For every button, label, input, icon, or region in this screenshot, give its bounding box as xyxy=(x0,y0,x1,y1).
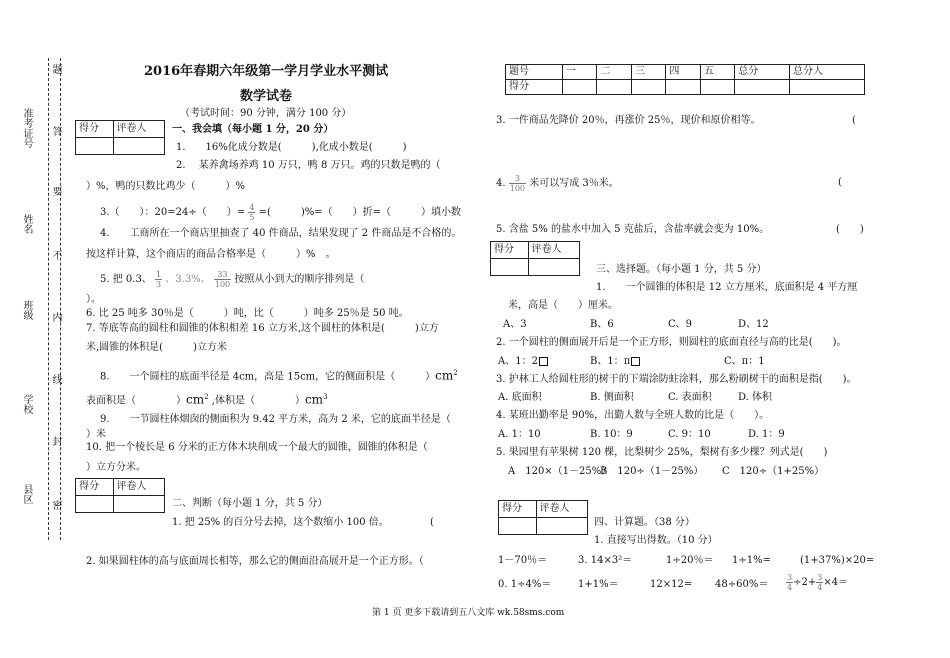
s3-q4-opt-a[interactable]: A. 1：10 xyxy=(498,429,541,440)
grader-cell[interactable] xyxy=(491,259,529,276)
calc-3: 1÷20％＝ xyxy=(666,555,714,566)
calc-9: 48÷60%＝ xyxy=(715,579,769,590)
section3-heading: 三、选择题。（每小题 1 分，共 5 分） xyxy=(596,264,767,275)
grader-score-label: 得分 xyxy=(76,479,114,496)
fraction: $\frac{3}{4}$ xyxy=(817,573,823,592)
seal-char: 内 xyxy=(50,312,61,322)
label-class: 班级 xyxy=(21,300,32,320)
s1-q5b: ）。 xyxy=(86,294,101,305)
seal-char: 答 xyxy=(50,126,61,136)
s1-q10: 10. 把一个棱长是 6 分米的正方体木块削成一个最大的圆锥，圆锥的体积是（ xyxy=(86,442,428,453)
score-cell[interactable] xyxy=(631,80,665,95)
score-header: 三 xyxy=(631,65,665,80)
s2-q1: 1. 把 25% 的百分号去掉，这个数缩小 100 倍。 xyxy=(172,517,389,528)
s3-q5: 5. 果园里有苹果树 120 棵，比梨树少 25%，梨树有多少棵？列式是( ) xyxy=(496,447,828,458)
calc-1: 1－70％＝ xyxy=(498,555,548,566)
score-cell[interactable] xyxy=(597,80,631,95)
grader-label: 评卷人 xyxy=(536,501,587,518)
calc-5: (1+37%)×20= xyxy=(800,555,875,566)
s3-q5-opt-b[interactable]: B 120÷（1－25%） xyxy=(600,466,704,477)
calc-10: $\frac{3}{4}$ ÷2+ $\frac{3}{4}$ ×4＝ xyxy=(787,573,849,592)
square-icon xyxy=(631,357,640,366)
s1-q3 xyxy=(100,203,461,222)
s3-q1-opt-b[interactable]: B、6 xyxy=(590,319,614,330)
s1-q6: 6. 比 25 吨多 30％是（ ）吨，比（ ）吨多 25％是 50 吨。 xyxy=(86,308,409,319)
grader-box-3 xyxy=(490,241,580,276)
fraction: $\frac{4}{5}$ xyxy=(249,203,255,222)
page-subtitle: 数学试卷 xyxy=(240,89,293,104)
grader-label: 评卷人 xyxy=(113,121,164,138)
s1-q10b: ）立方分米。 xyxy=(86,462,146,473)
s1-q2: 2. 某养禽场养鸡 10 万只，鸭 8 万只。鸡的只数是鸭的（ xyxy=(176,160,441,171)
s3-q3-opt-a[interactable]: A. 底面积 xyxy=(498,392,542,403)
fraction: $\frac{3}{4}$ xyxy=(787,573,793,592)
s3-q1: 1. 一个圆锥的体积是 12 立方厘米，底面积是 4 平方厘 xyxy=(596,282,858,293)
s3-q5-opt-a[interactable]: A 120×（1－25%） xyxy=(508,466,612,477)
section4-heading: 四、计算题。（38 分） xyxy=(594,517,695,528)
s3-q2-opt-b[interactable]: B、1：π xyxy=(590,355,640,368)
grader-box-2 xyxy=(75,478,165,513)
s3-q5-opt-c[interactable]: C 120÷（1+25%） xyxy=(722,466,825,477)
section4-sub: 1. 直接写出得数。（10 分） xyxy=(594,535,718,546)
s2-q3: 3. 一件商品先降价 20％，再涨价 25％，现价和原价相等。 xyxy=(496,115,761,126)
exam-info: （考试时间：90 分钟，满分 100 分） xyxy=(180,108,352,119)
grader-cell[interactable] xyxy=(536,518,587,535)
s1-q8b: 表面积是（ ）$cm^2$ ,体积是（ ）$cm^3$ xyxy=(86,392,328,407)
label-name: 姓名 xyxy=(21,214,32,234)
s2-q4-paren: ( xyxy=(838,177,842,188)
score-cell[interactable] xyxy=(700,80,734,95)
score-header: 总分 xyxy=(735,65,790,80)
s1-q7b: 米,圆锥的体积是( )立方米 xyxy=(86,342,227,353)
section1-heading: 一、我会填（每小题 1 分，20 分） xyxy=(172,124,334,135)
s1-q7: 7. 等底等高的圆柱和圆锥的体积相差 16 立方米,这个圆柱的体积是( )立方 xyxy=(86,323,439,334)
score-header: 题号 xyxy=(506,65,563,80)
s3-q1b: 米，高是（ ）厘米。 xyxy=(508,300,618,311)
s3-q3-opt-b[interactable]: B. 侧面积 xyxy=(590,392,634,403)
s2-q4: 4. $\frac{3}{100}$ 米可以写成 3％米。 xyxy=(496,174,619,193)
seal-char: 密 xyxy=(50,500,61,510)
s2-q3-paren: ( xyxy=(852,115,856,126)
s3-q4-opt-b[interactable]: B. 10：9 xyxy=(590,429,633,440)
score-header: 一 xyxy=(563,65,597,80)
calc-7: 1+1%＝ xyxy=(578,579,619,590)
score-cell[interactable] xyxy=(666,80,700,95)
seal-char: 要 xyxy=(50,186,61,196)
grader-label: 评卷人 xyxy=(528,242,579,259)
s3-q1-opt-c[interactable]: C、9 xyxy=(668,319,693,330)
calc-4: 1÷1%= xyxy=(732,555,771,566)
label-county: 县区 xyxy=(21,484,32,504)
grader-cell[interactable] xyxy=(499,518,537,535)
fraction: $\frac{33}{100}$ xyxy=(214,270,231,289)
s2-q5: 5. 含盐 5% 的盐水中加入 5 克盐后，含盐率就会变为 10%。 xyxy=(496,224,770,235)
s3-q2-opt-a[interactable]: A、1：2 xyxy=(498,355,548,368)
score-cell[interactable] xyxy=(735,80,790,95)
score-header: 二 xyxy=(597,65,631,80)
s3-q1-opt-d[interactable]: D、12 xyxy=(738,319,769,330)
s1-q3-b: =( )%=（ ）折=（ ）填小数 xyxy=(258,207,462,218)
calc-2: 3. 14×3²＝ xyxy=(578,555,633,566)
score-row-label: 得分 xyxy=(506,80,563,95)
s3-q4: 4. 某班出勤率是 90%，出勤人数与全班人数的比是（ ）。 xyxy=(496,410,770,421)
s1-q5: 5. 把 0.3、 $\frac{1}{3}$ 、3.3%、 $\frac{33}{100}$ 按照从小到大的顺序排列是（ xyxy=(100,270,365,289)
label-exam-number: 准考证号 xyxy=(21,108,32,148)
score-cell[interactable] xyxy=(789,80,864,95)
s3-q4-opt-c[interactable]: C. 9：10 xyxy=(668,429,711,440)
s3-q2: 2. 一个圆柱的侧面展开后是一个正方形，则圆柱的底面直径与高的比是( )。 xyxy=(496,337,847,348)
s3-q3-opt-c[interactable]: C. 表面积 xyxy=(668,392,712,403)
s3-q3: 3. 护林工人给圆柱形的树干的下端涂防蛀涂料，那么粉刷树干的面积是指( )。 xyxy=(496,374,857,385)
page-title: 2016年春期六年级第一学月学业水平测试 xyxy=(144,64,389,79)
fraction: $\frac{3}{100}$ xyxy=(509,174,526,193)
score-header: 五 xyxy=(700,65,734,80)
s3-q4-opt-d[interactable]: D. 1：9 xyxy=(748,429,785,440)
grader-cell[interactable] xyxy=(528,259,579,276)
score-header: 四 xyxy=(666,65,700,80)
grader-score-label: 得分 xyxy=(76,121,114,138)
s1-q9b: ）米 xyxy=(86,429,106,440)
s1-q3-a: 3.（ ）：20=24÷（ ）= xyxy=(100,207,246,218)
score-header: 总分人 xyxy=(789,65,864,80)
seal-char: 不 xyxy=(50,250,61,260)
s2-q5-paren: ( ) xyxy=(836,224,864,235)
s1-q4b: 按这样计算，这个商店的商品合格率是（ ）% 。 xyxy=(86,249,336,260)
s2-q2: 2. 如果圆柱体的高与底面周长相等，那么它的侧面沿高展开是一个正方形。（ xyxy=(86,556,424,567)
s1-q2b: ）%，鸭的只数比鸡少（ ）% xyxy=(86,181,246,192)
grader-box-4 xyxy=(498,500,588,535)
calc-6: 0. 1÷4%＝ xyxy=(498,579,552,590)
score-table xyxy=(505,64,865,95)
calc-8: 12×12= xyxy=(650,579,693,590)
s3-q1-opt-a[interactable]: A、3 xyxy=(503,319,527,330)
label-school: 学校 xyxy=(21,394,32,414)
grader-score-label: 得分 xyxy=(491,242,529,259)
score-cell[interactable] xyxy=(563,80,597,95)
page-footer: 第 1 页 更多下载请到五八文库 wk.58sms.com xyxy=(372,608,565,618)
grader-cell[interactable] xyxy=(113,496,164,513)
s1-q4: 4. 工商所在一个商店里抽查了 40 件商品，结果发现了 2 件商品是不合格的。 xyxy=(100,228,462,239)
s2-q1-paren: ( xyxy=(430,517,434,528)
section2-heading: 二、判断（每小题 1 分，共 5 分） xyxy=(172,498,328,509)
s1-q8: 8. 一个圆柱的底面半径是 4cm，高是 15cm，它的侧面积是（ ）$cm^2$ xyxy=(100,368,458,383)
grader-cell[interactable] xyxy=(113,138,164,155)
grader-box-1 xyxy=(75,120,165,155)
grader-label: 评卷人 xyxy=(113,479,164,496)
s1-q9: 9. 一节圆柱体烟囱的侧面积为 9.42 平方米，高为 2 米，它的底面半径是（ xyxy=(100,414,451,425)
seal-char: 题 xyxy=(50,64,61,74)
square-icon xyxy=(539,357,548,366)
grader-score-label: 得分 xyxy=(499,501,537,518)
grader-cell[interactable] xyxy=(76,496,114,513)
fraction: $\frac{1}{3}$ xyxy=(156,270,162,289)
grader-cell[interactable] xyxy=(76,138,114,155)
s3-q3-opt-d[interactable]: D. 体积 xyxy=(738,392,773,403)
s3-q2-opt-c[interactable]: C、π：1 xyxy=(724,356,765,367)
seal-char: 封 xyxy=(50,436,61,446)
seal-char: 线 xyxy=(50,374,61,384)
s1-q1: 1. 16%化成分数是( ),化成小数是( ) xyxy=(176,142,407,153)
